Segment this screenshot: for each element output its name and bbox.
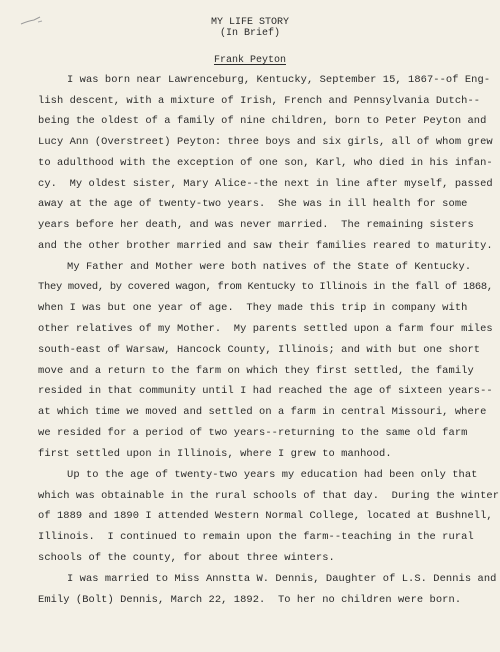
text-line: My Father and Mother were both natives of the State of Kentucky. [67,261,472,273]
text-line: and the other brother married and saw their families reared to maturity. [38,240,493,252]
text-line: They moved, by covered wagon, from Kentucky to Illinois in the fall of 1868, [38,281,493,293]
author-name: Frank Peyton [213,55,286,66]
document-title: MY LIFE STORY [210,17,289,28]
document-subtitle: (In Brief) [219,28,280,39]
text-line: schools of the county, for about three winters. [38,552,335,564]
text-line: Illinois. I continued to remain upon the farm--teaching in the rural [38,531,474,543]
text-line: move and a return to the farm on which they first settled, the family [38,365,474,377]
text-line: cy. My oldest sister, Mary Alice--the next in line after myself, passed [38,178,493,190]
text-line: we resided for a period of two years--returning to the same old farm [38,427,468,439]
text-line: of 1889 and 1890 I attended Western Normal College, located at Bushnell, [38,510,493,522]
text-line: away at the age of twenty-two years. She was in ill health for some [38,198,468,210]
text-line: to adulthood with the exception of one son, Karl, who died in his infan- [38,157,493,169]
text-line: south-east of Warsaw, Hancock County, Illinois; and with but one short [38,344,481,356]
text-line: at which time we moved and settled on a farm in central Missouri, where [38,406,487,418]
text-line: Emily (Bolt) Dennis, March 22, 1892. To her no children were born. [38,594,462,606]
text-line: when I was but one year of age. They made this trip in company with [38,302,468,314]
text-line: I was born near Lawrenceburg, Kentucky, September 15, 1867--of Eng- [67,74,491,86]
text-line: I was married to Miss Annstta W. Dennis, Daughter of L.S. Dennis and [67,573,497,585]
text-line: Lucy Ann (Overstreet) Peyton: three boys and six girls, all of whom grew [38,136,493,148]
text-line: resided in that community until I had reached the age of sixteen years-- [38,385,493,397]
text-line: first settled upon in Illinois, where I grew to manhood. [38,448,392,460]
text-line: Up to the age of twenty-two years my education had been only that [67,469,478,481]
text-line: years before her death, and was never married. The remaining sisters [38,219,474,231]
text-line: lish descent, with a mixture of Irish, French and Pennsylvania Dutch-- [38,95,481,107]
text-line: other relatives of my Mother. My parents settled upon a farm four miles [38,323,493,335]
text-line: which was obtainable in the rural schools of that day. During the winter [38,490,500,502]
text-line: being the oldest of a family of nine children, born to Peter Peyton and [38,115,487,127]
